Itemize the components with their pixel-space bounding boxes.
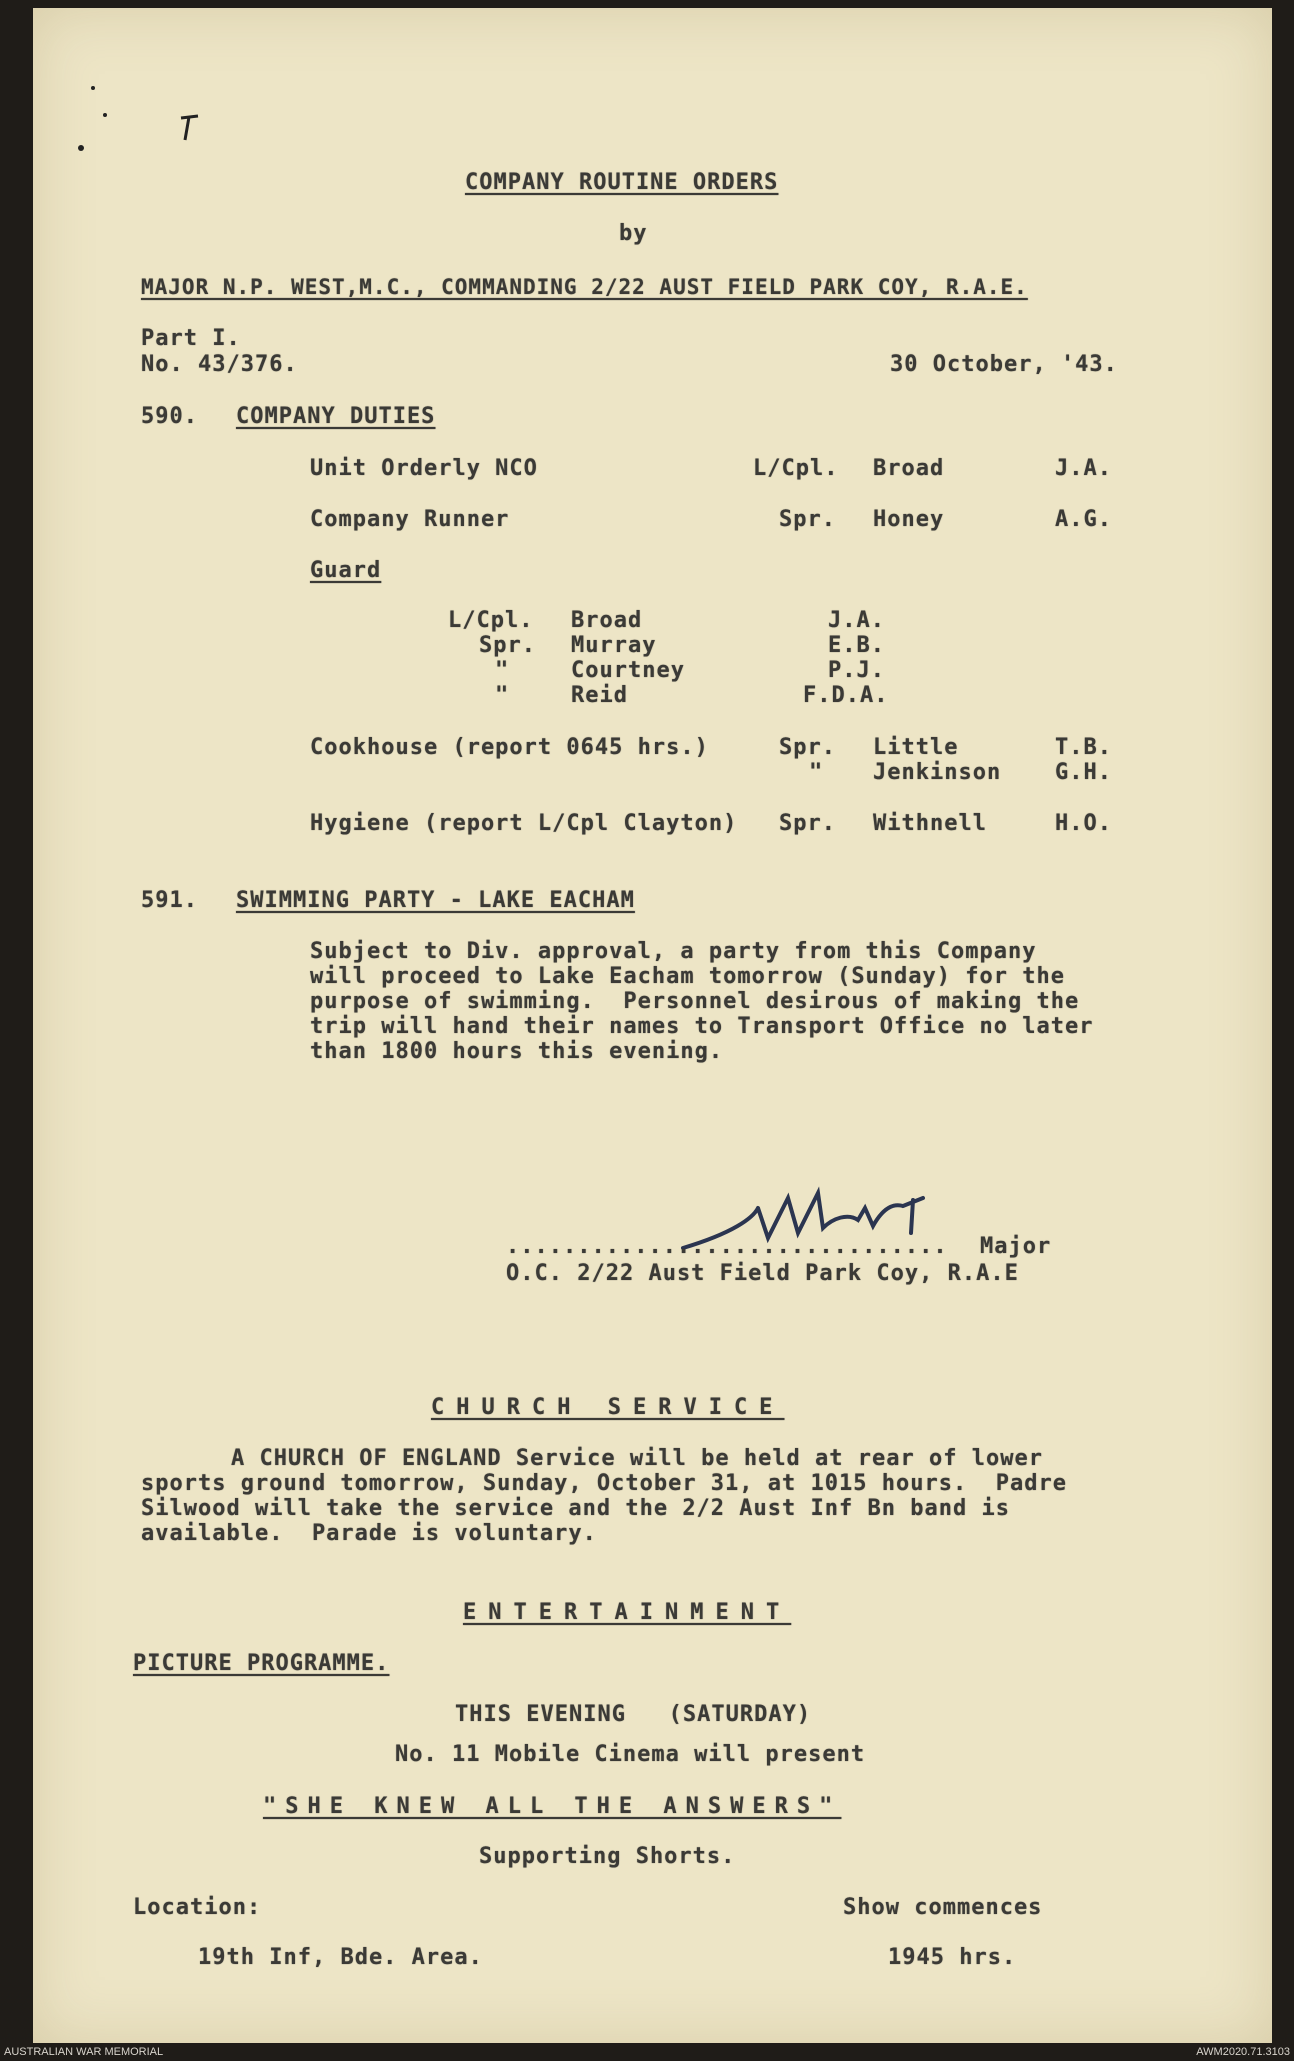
- film-title: "SHE KNEW ALL THE ANSWERS": [263, 1794, 842, 1819]
- by-line: by: [619, 221, 648, 246]
- duty-runner-name: Honey: [873, 507, 945, 532]
- show-time: 1945 hrs.: [888, 1945, 1017, 1970]
- supporting-shorts: Supporting Shorts.: [479, 1844, 736, 1869]
- duty-unit-orderly-name: Broad: [873, 456, 945, 481]
- guard-label: Guard: [310, 558, 382, 583]
- guard-rank: ": [495, 658, 510, 683]
- item-591-text: than 1800 hours this evening.: [310, 1039, 724, 1064]
- guard-name: Broad: [571, 608, 643, 633]
- duty-runner: Company Runner: [310, 507, 510, 532]
- guard-initials: E.B.: [828, 633, 885, 658]
- guard-initials: P.J.: [828, 658, 885, 683]
- programme-when: THIS EVENING (SATURDAY): [455, 1702, 812, 1727]
- item-591-text: purpose of swimming. Personnel desirous of making the: [310, 989, 1080, 1014]
- duty-cookhouse-rank: ": [809, 760, 824, 785]
- item-591-text: will proceed to Lake Eacham tomorrow (Sunday) for the: [310, 964, 1065, 989]
- order-number: No. 43/376.: [141, 352, 298, 377]
- duty-cookhouse: Cookhouse (report 0645 hrs.): [310, 735, 709, 760]
- duty-hygiene-name: Withnell: [873, 811, 987, 836]
- footer-reference: AWM2020.71.3103: [1196, 2046, 1290, 2058]
- guard-rank: ": [495, 683, 510, 708]
- church-text: A CHURCH OF ENGLAND Service will be held at rear of lower: [231, 1446, 1043, 1471]
- guard-rank: L/Cpl.: [448, 608, 534, 633]
- duty-cookhouse-name: Little: [873, 735, 959, 760]
- item-590-heading: COMPANY DUTIES: [236, 404, 436, 429]
- guard-initials: J.A.: [828, 608, 885, 633]
- duty-cookhouse-initials: T.B.: [1055, 735, 1112, 760]
- signature-dotted-line: ...............................: [506, 1234, 948, 1259]
- duty-runner-rank: Spr.: [779, 507, 836, 532]
- duty-hygiene: Hygiene (report L/Cpl Clayton): [310, 811, 738, 836]
- ink-mark: [63, 78, 213, 158]
- church-text: available. Parade is voluntary.: [141, 1521, 597, 1546]
- guard-name: Courtney: [571, 658, 685, 683]
- church-heading: CHURCH SERVICE: [431, 1395, 785, 1420]
- duty-unit-orderly: Unit Orderly NCO: [310, 456, 538, 481]
- guard-initials: F.D.A.: [803, 683, 889, 708]
- item-591-text: trip will hand their names to Transport Office no later: [310, 1014, 1094, 1039]
- duty-cookhouse-rank: Spr.: [779, 735, 836, 760]
- church-text: sports ground tomorrow, Sunday, October 31, at 1015 hours. Padre: [141, 1471, 1067, 1496]
- duty-hygiene-initials: H.O.: [1055, 811, 1112, 836]
- location-label: Location:: [133, 1895, 262, 1920]
- duty-unit-orderly-rank: L/Cpl.: [753, 456, 839, 481]
- duty-cookhouse-initials: G.H.: [1055, 760, 1112, 785]
- document-page: [33, 8, 1272, 2043]
- signature-title: O.C. 2/22 Aust Field Park Coy, R.A.E: [506, 1261, 1019, 1286]
- archive-footer: [0, 2043, 1294, 2061]
- picture-programme-heading: PICTURE PROGRAMME.: [133, 1651, 390, 1676]
- location-value: 19th Inf, Bde. Area.: [198, 1945, 483, 1970]
- duty-hygiene-rank: Spr.: [779, 811, 836, 836]
- item-591-number: 591.: [141, 888, 198, 913]
- commanding-officer-line: MAJOR N.P. WEST,M.C., COMMANDING 2/22 AUST FIELD PARK COY, R.A.E.: [141, 275, 1028, 299]
- guard-name: Reid: [571, 683, 628, 708]
- church-text: Silwood will take the service and the 2/2 Aust Inf Bn band is: [141, 1496, 1010, 1521]
- guard-name: Murray: [571, 633, 657, 658]
- footer-institution: AUSTRALIAN WAR MEMORIAL: [4, 2046, 164, 2058]
- entertainment-heading: ENTERTAINMENT: [463, 1600, 792, 1625]
- item-591-text: Subject to Div. approval, a party from this Company: [310, 939, 1037, 964]
- show-label: Show commences: [843, 1895, 1043, 1920]
- guard-rank: Spr.: [479, 633, 536, 658]
- order-date: 30 October, '43.: [890, 352, 1118, 377]
- document-title: COMPANY ROUTINE ORDERS: [465, 170, 779, 195]
- item-590-number: 590.: [141, 404, 198, 429]
- duty-runner-initials: A.G.: [1055, 507, 1112, 532]
- part-label: Part I.: [141, 326, 241, 351]
- signature-rank: Major: [980, 1234, 1052, 1259]
- item-591-heading: SWIMMING PARTY - LAKE EACHAM: [236, 888, 635, 913]
- duty-unit-orderly-initials: J.A.: [1055, 456, 1112, 481]
- programme-presenter: No. 11 Mobile Cinema will present: [395, 1742, 866, 1767]
- duty-cookhouse-name: Jenkinson: [873, 760, 1002, 785]
